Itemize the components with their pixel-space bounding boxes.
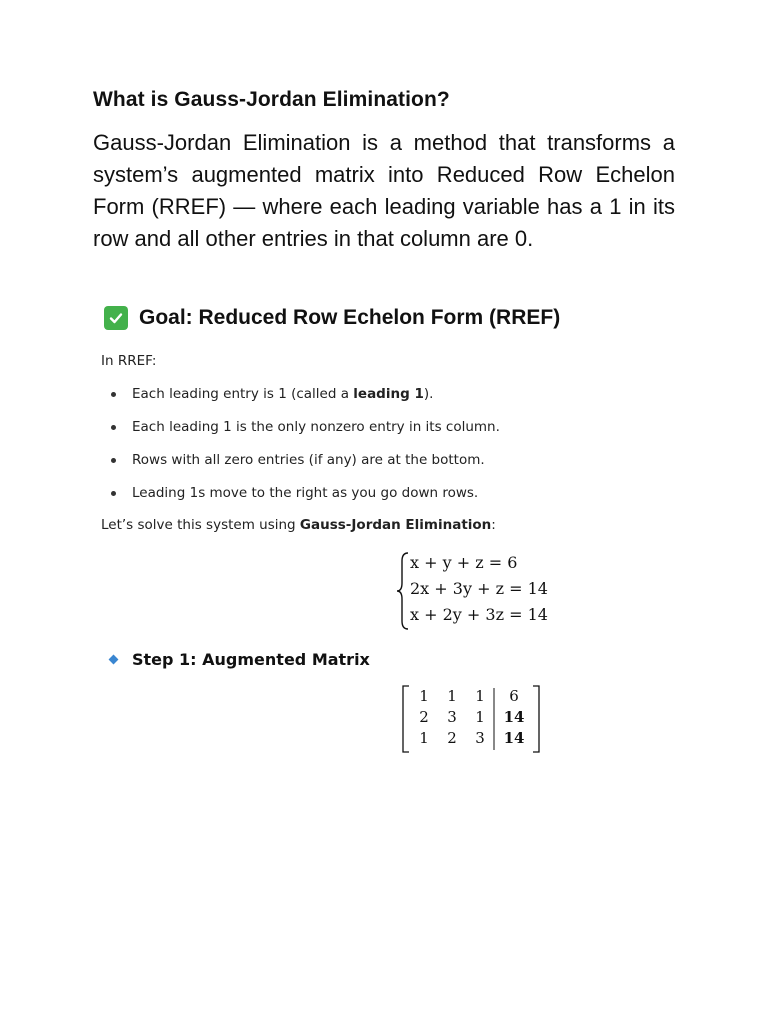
matrix-cell: 3 [475, 729, 485, 747]
augmented-matrix [401, 685, 541, 753]
lets-solve-text: Let’s solve this system using Gauss-Jordan Elimination: [101, 517, 496, 533]
goal-title: Goal: Reduced Row Echelon Form (RREF) [139, 306, 561, 329]
check-mark-icon [104, 306, 128, 330]
blue-diamond-icon [109, 655, 119, 665]
rref-rules-list [108, 385, 500, 517]
list-item: Rows with all zero entries (if any) are at the bottom. [108, 451, 500, 484]
bullet-icon [111, 425, 116, 430]
left-brace-icon [396, 551, 410, 631]
bullet-icon [111, 491, 116, 496]
matrix-cell: 2 [419, 708, 429, 726]
matrix-cell: 1 [447, 687, 457, 705]
matrix-cell: 1 [475, 687, 485, 705]
step-title: Step 1: Augmented Matrix [132, 650, 370, 669]
list-item: Leading 1s move to the right as you go down rows. [108, 484, 500, 517]
list-item: Each leading entry is 1 (called a leading 1). [108, 385, 500, 418]
matrix-cell: 14 [503, 708, 525, 726]
matrix-cell: 6 [509, 687, 519, 705]
matrix-cell: 1 [419, 687, 429, 705]
bullet-icon [111, 392, 116, 397]
equation-system [396, 551, 566, 631]
page-title: What is Gauss-Jordan Elimination? [93, 88, 450, 111]
bullet-icon [111, 458, 116, 463]
equation-line: 2x + 3y + z = 14 [410, 579, 548, 598]
matrix-cell: 3 [447, 708, 457, 726]
equation-line: x + y + z = 6 [410, 553, 518, 572]
equation-line: x + 2y + 3z = 14 [410, 605, 548, 624]
matrix-cell: 1 [419, 729, 429, 747]
in-rref-label: In RREF: [101, 353, 157, 369]
goal-heading [104, 306, 560, 330]
intro-paragraph: Gauss-Jordan Elimination is a method that transforms a system’s augmented matrix into Reduced Row Echelon Form (RREF) — where each leading variable has a 1 in its row and all other entries in that column are 0. [93, 130, 675, 251]
matrix-cell: 2 [447, 729, 457, 747]
matrix-cell: 1 [475, 708, 485, 726]
step-heading [108, 650, 370, 669]
matrix-cell: 14 [503, 729, 525, 747]
list-item: Each leading 1 is the only nonzero entry in its column. [108, 418, 500, 451]
